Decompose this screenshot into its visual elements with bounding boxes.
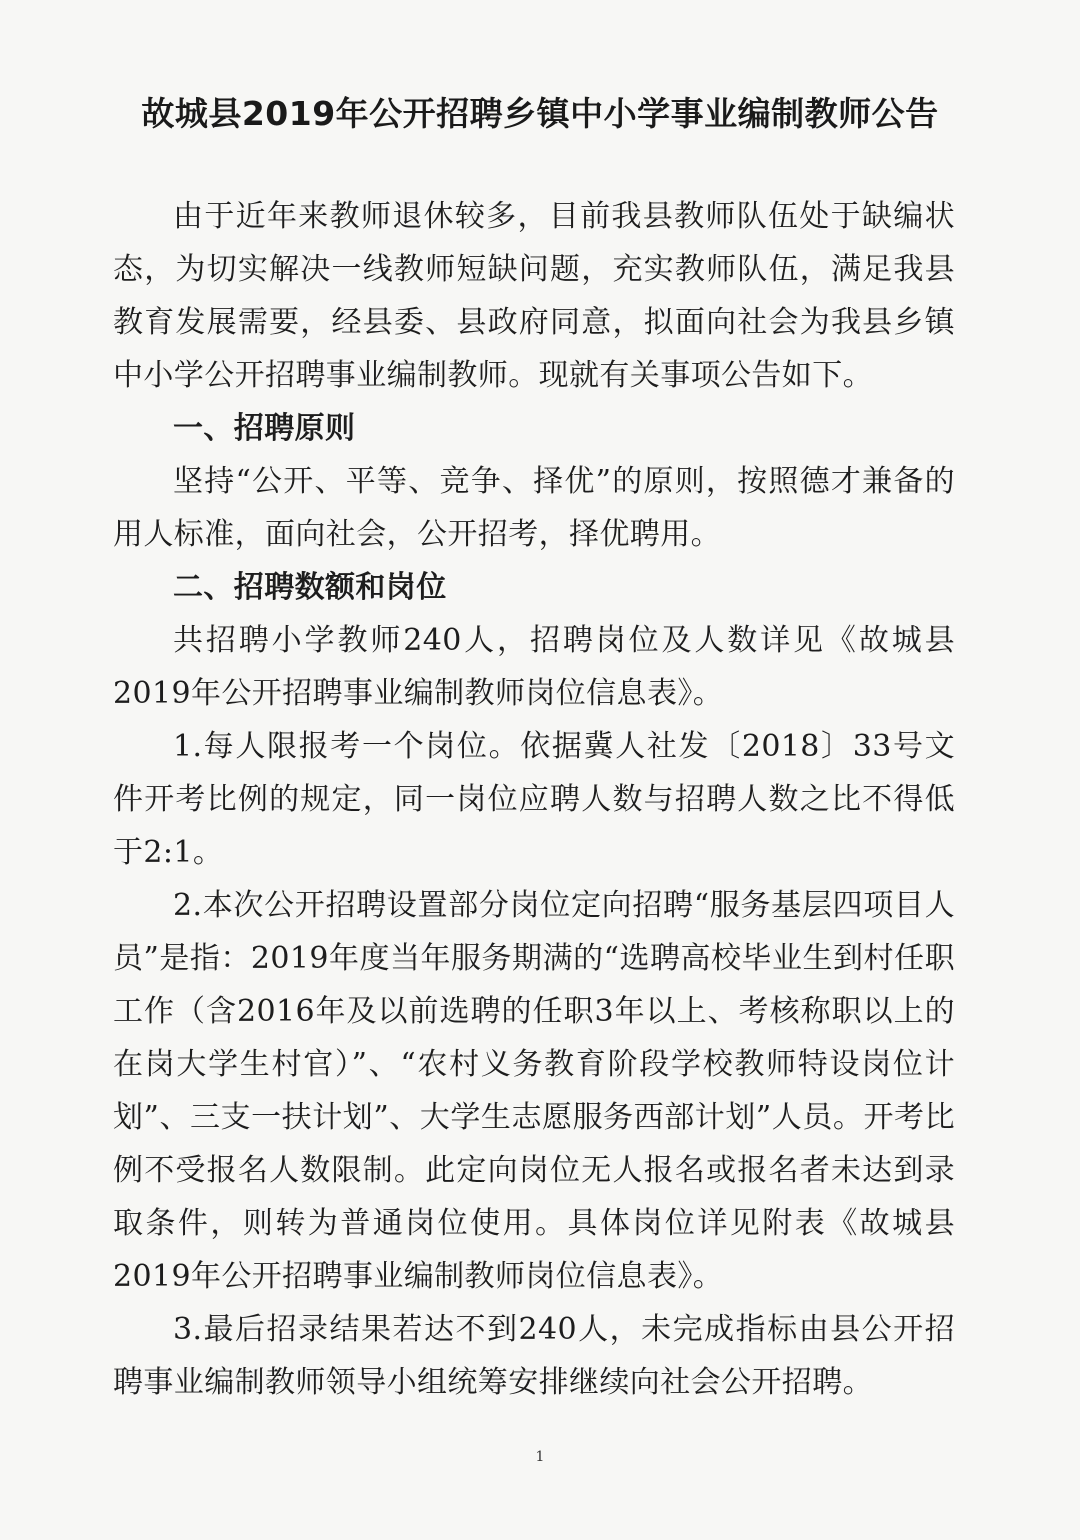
intro-paragraph: 由于近年来教师退休较多，目前我县教师队伍处于缺编状态，为切实解决一线教师短缺问题，充实教师队伍，满足我县教育发展需要，经县委、县政府同意，拟面向社会为我县乡镇中小学公开招聘事业编制教师。现就有关事项公告如下。 — [113, 199, 955, 393]
document-body — [113, 190, 955, 1409]
section1-heading: 一、招聘原则 — [173, 411, 356, 446]
page-number: 1 — [535, 1449, 545, 1465]
item2-paragraph: 2.本次公开招聘设置部分岗位定向招聘“服务基层四项目人员”是指：2019年度当年服务期满的“选聘高校毕业生到村任职工作（含2016年及以前选聘的任职3年以上、考核称职以上的在岗大学生村官）”、“农村义务教育阶段学校教师特设岗位计划”、三支一扶计划”、大学生志愿服务西部计划”人员。开考比例不受报名人数限制。此定向岗位无人报名或报名者未达到录取条件，则转为普通岗位使用。具体岗位详见附表《故城县2019年公开招聘事业编制教师岗位信息表》。 — [113, 888, 955, 1294]
document-title: 故城县2019年公开招聘乡镇中小学事业编制教师公告 — [141, 94, 939, 133]
section1-paragraph: 坚持“公开、平等、竞争、择优”的原则，按照德才兼备的用人标准，面向社会，公开招考，择优聘用。 — [113, 464, 955, 552]
section2-paragraph: 共招聘小学教师240人，招聘岗位及人数详见《故城县2019年公开招聘事业编制教师岗位信息表》。 — [113, 623, 955, 711]
section2-heading: 二、招聘数额和岗位 — [173, 570, 447, 605]
item1-paragraph: 1.每人限报考一个岗位。依据冀人社发〔2018〕33号文件开考比例的规定，同一岗位应聘人数与招聘人数之比不得低于2:1。 — [113, 729, 955, 870]
item3-paragraph: 3.最后招录结果若达不到240人，未完成指标由县公开招聘事业编制教师领导小组统筹安排继续向社会公开招聘。 — [113, 1312, 955, 1400]
